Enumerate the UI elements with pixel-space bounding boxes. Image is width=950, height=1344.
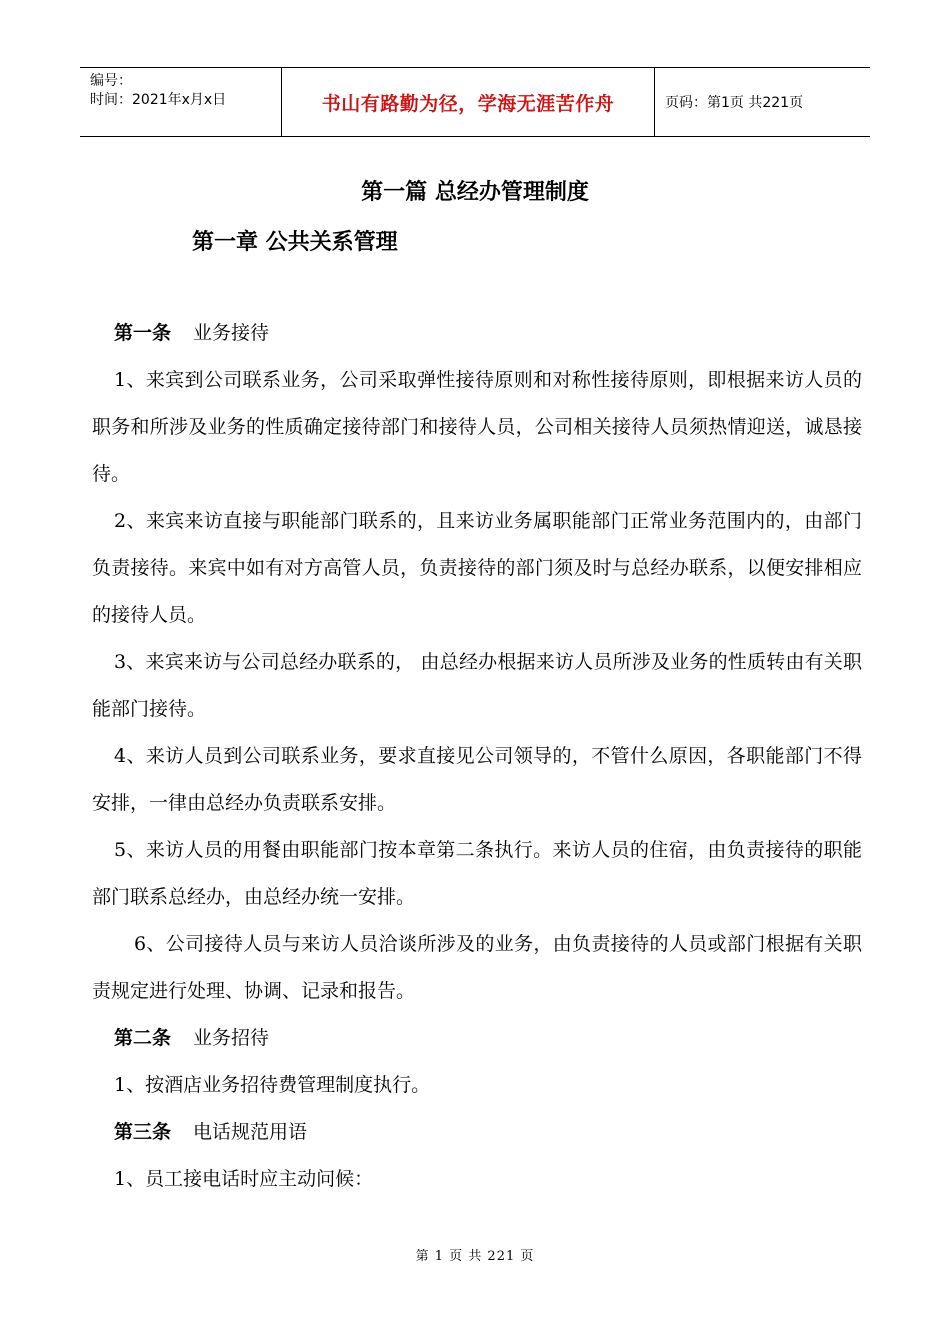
paragraph: 1、按酒店业务招待费管理制度执行。 [114,1074,431,1096]
paragraph: 2、来宾来访直接与职能部门联系的，且来访业务属职能部门正常业务范围内的，由部门负责接待。来宾中如有对方高管人员，负责接待的部门须及时与总经办联系，以便安排相应的接待人员。 [92,510,862,626]
serial-label: 编号： [90,73,132,89]
time-label: 时间：2021年x月x日 [90,92,227,108]
article-number: 第一条 [114,322,172,344]
article-title: 业务招待 [193,1027,270,1049]
article-number: 第二条 [114,1027,172,1049]
article-heading [92,1015,862,1062]
chapter-title: 第一章 公共关系管理 [192,230,398,255]
article-heading [92,310,862,357]
header-meta-cell [80,68,282,136]
article-heading [92,1109,862,1156]
page-footer: 第 1 页 共 221 页 [415,1249,535,1264]
header-motto: 书山有路勤为径，学海无涯苦作舟 [282,68,655,136]
header-table [80,67,870,137]
article-number: 第三条 [114,1121,172,1143]
part-title: 第一篇 总经办管理制度 [361,180,589,205]
paragraph: 6、公司接待人员与来访人员洽谈所涉及的业务，由负责接待的人员或部门根据有关职责规定进行处理、协调、记录和报告。 [92,933,862,1002]
document-body [92,310,862,1203]
header-page-info: 页码：第1页 共221页 [665,95,804,111]
article-title: 业务接待 [193,322,270,344]
article-title: 电话规范用语 [193,1121,308,1143]
paragraph: 1、员工接电话时应主动问候： [114,1168,374,1190]
paragraph: 3、来宾来访与公司总经办联系的， 由总经办根据来访人员所涉及业务的性质转由有关职能部门接待。 [92,651,862,720]
paragraph: 5、来访人员的用餐由职能部门按本章第二条执行。来访人员的住宿，由负责接待的职能部门联系总经办，由总经办统一安排。 [92,839,862,908]
paragraph: 1、来宾到公司联系业务，公司采取弹性接待原则和对称性接待原则，即根据来访人员的职务和所涉及业务的性质确定接待部门和接待人员，公司相关接待人员须热情迎送，诚恳接待。 [92,369,862,485]
paragraph: 4、来访人员到公司联系业务，要求直接见公司领导的，不管什么原因，各职能部门不得安排，一律由总经办负责联系安排。 [92,745,862,814]
